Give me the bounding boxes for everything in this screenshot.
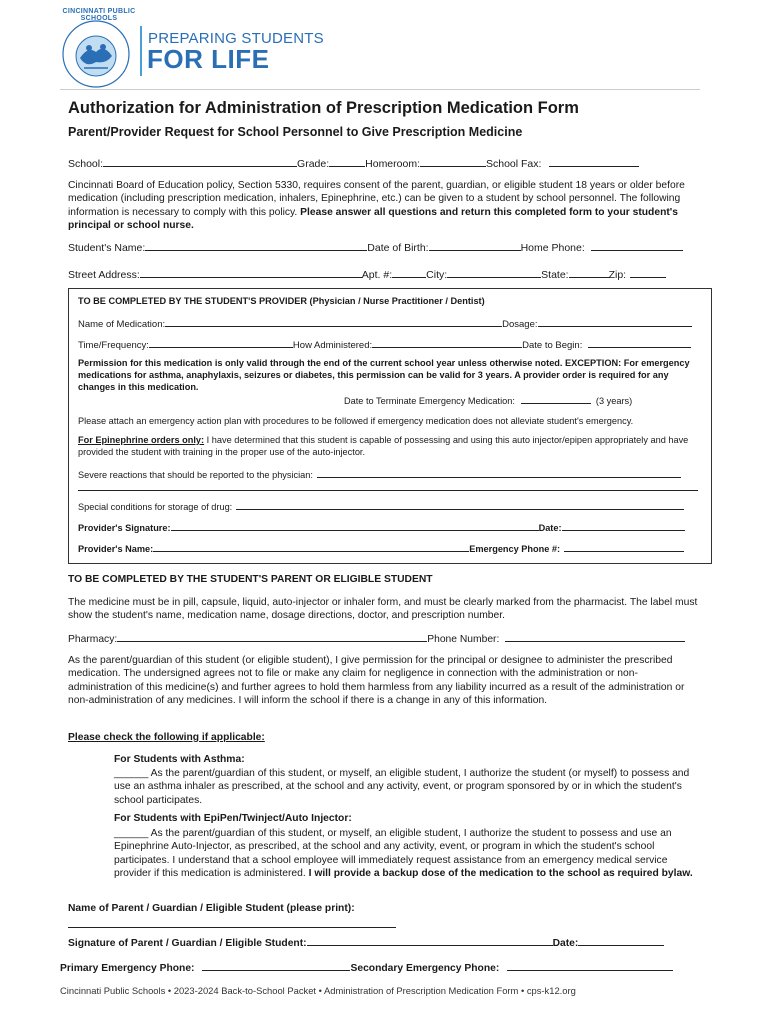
- parent-date-label: Date:: [552, 938, 579, 949]
- asthma-block: [114, 767, 700, 807]
- consent-text: As the parent/guardian of this student (or eligible student), I give permission for the principal or designee to administer the prescribed medication. The undersigned agrees not to file or make any claim for negligence in connection with the administration or non-administration of this medicine(s) and further agrees to hold them harmless from any liability incurred as a result of the administration or non-administration of any medicines. I will inform the school if there is a change in any of this information.: [68, 655, 685, 707]
- pharmacy-phone-field[interactable]: [505, 632, 685, 642]
- pharmacy-label: Pharmacy:: [68, 634, 118, 645]
- header-rule: [60, 89, 700, 90]
- med-name-label: Name of Medication:: [78, 319, 166, 330]
- provider-signature-field[interactable]: [171, 521, 539, 531]
- intro-text: Cincinnati Board of Education policy, Section 5330, requires consent of the parent, guardian, or eligible student 18 years or older before medication (including prescription medication, inhalers, Epinephrine, etc.) can be given to a student by school personnel. The following information is necessary to comply with this policy.: [68, 180, 685, 218]
- frequency-row: [78, 338, 691, 351]
- parent-signature-field[interactable]: [307, 936, 553, 946]
- secondary-phone-label: Secondary Emergency Phone:: [350, 963, 500, 974]
- homeroom-field[interactable]: [420, 157, 486, 167]
- dosage-label: Dosage:: [502, 319, 538, 330]
- epipen-bold: I will provide a backup dose of the medication to the school as required bylaw.: [305, 868, 693, 880]
- pharmacy-row: [68, 632, 685, 645]
- seal-text: CINCINNATI PUBLIC SCHOOLS: [62, 8, 136, 22]
- asthma-heading: For Students with Asthma:: [114, 754, 245, 765]
- epipen-heading: For Students with EpiPen/Twinject/Auto Injector:: [114, 813, 352, 824]
- storage-row: [78, 500, 684, 512]
- state-label: State:: [541, 269, 569, 281]
- home-phone-field[interactable]: [591, 241, 683, 251]
- storage-field[interactable]: [236, 500, 684, 510]
- asthma-text: As the parent/guardian of this student, or myself, an eligible student, I authorize the student (or myself) to possess and use an asthma inhaler as prescribed, at the school and any activity, event, or program sponsored by or in which the student's school participates.: [114, 768, 690, 806]
- terminate-label: Date to Terminate Emergency Medication:: [344, 396, 515, 406]
- epipen-checkbox[interactable]: ______: [114, 828, 149, 839]
- home-phone-label: Home Phone:: [520, 242, 585, 254]
- provider-date-field[interactable]: [562, 521, 685, 531]
- dosage-field[interactable]: [538, 317, 692, 327]
- terminate-suffix: (3 years): [595, 396, 633, 406]
- homeroom-label: Homeroom:: [365, 158, 420, 170]
- school-fax-field[interactable]: [549, 157, 639, 167]
- school-fax-label: School Fax:: [486, 158, 542, 170]
- severe-label: Severe reactions that should be reported to the physician:: [78, 470, 313, 480]
- city-label: City:: [426, 269, 448, 281]
- intro-bold: Please answer all questions and return this completed form to your student's principal or school nurse.: [68, 206, 678, 232]
- date-begin-label: Date to Begin:: [522, 340, 583, 351]
- pharmacy-phone-label: Phone Number:: [427, 634, 500, 645]
- medicine-text: The medicine must be in pill, capsule, liquid, auto-injector or inhaler form, and must be clearly marked from the pharmacist. The label must show the student's name, medication name, dosage directions, doctor, and prescription number.: [68, 597, 698, 622]
- epi-text: I have determined that this student is capable of possessing and using this auto injector/epipen appropriately and have provided the student with training in the proper use of the auto-injector.: [78, 435, 689, 457]
- apt-label: Apt. #:: [361, 269, 393, 281]
- pharmacy-field[interactable]: [117, 632, 427, 642]
- check-heading: Please check the following if applicable:: [68, 732, 265, 743]
- how-label: How Administered:: [292, 340, 373, 351]
- epipen-text: As the parent/guardian of this student, or myself, an eligible student, I authorize the student to possess and use an Epinephrine Auto-Injector, as prescribed, at the school and any activity, event, or program in which the student's school participates. I understand that a school employee will immediately request assistance from an emergency medical service provider if this medication is administered.: [114, 828, 672, 880]
- primary-phone-field[interactable]: [202, 961, 350, 971]
- primary-phone-label: Primary Emergency Phone:: [60, 963, 195, 974]
- provider-signature-label: Provider's Signature:: [78, 523, 171, 533]
- logo-divider: [140, 26, 142, 76]
- asthma-checkbox[interactable]: ______: [114, 768, 149, 779]
- epi-lead: For Epinephrine orders only:: [78, 435, 205, 445]
- provider-signature-row: [78, 521, 685, 533]
- student-row: [68, 241, 683, 254]
- med-name-field[interactable]: [165, 317, 502, 327]
- print-name-label: Name of Parent / Guardian / Eligible Student (please print):: [68, 903, 355, 914]
- tagline-bottom: FOR LIFE: [147, 44, 270, 74]
- phones-row: [60, 961, 673, 974]
- state-field[interactable]: [569, 268, 609, 278]
- epinephrine-block: [78, 435, 700, 459]
- school-field[interactable]: [103, 157, 297, 167]
- zip-field[interactable]: [630, 268, 666, 278]
- provider-name-field[interactable]: [153, 542, 469, 552]
- emergency-phone-label: Emergency Phone #:: [469, 544, 561, 554]
- severe-field-2[interactable]: [78, 490, 698, 491]
- epipen-block: [114, 827, 700, 881]
- provider-heading: TO BE COMPLETED BY THE STUDENT'S PROVIDER (Physician / Nurse Practitioner / Dentist): [78, 296, 485, 306]
- grade-label: Grade:: [297, 158, 330, 170]
- student-name-field[interactable]: [145, 241, 367, 251]
- school-row: [68, 157, 639, 170]
- dob-label: Date of Birth:: [367, 242, 429, 254]
- address-row: [68, 268, 666, 281]
- secondary-phone-field[interactable]: [507, 961, 673, 971]
- parent-date-field[interactable]: [578, 936, 664, 946]
- parent-heading: TO BE COMPLETED BY THE STUDENT'S PARENT OR ELIGIBLE STUDENT: [68, 574, 433, 585]
- street-field[interactable]: [140, 268, 362, 278]
- dob-field[interactable]: [429, 241, 521, 251]
- logo: [56, 18, 136, 90]
- how-field[interactable]: [372, 338, 522, 348]
- apt-field[interactable]: [392, 268, 426, 278]
- terminate-field[interactable]: [521, 394, 591, 404]
- school-seal-icon: [56, 18, 136, 90]
- street-label: Street Address:: [68, 269, 140, 281]
- time-label: Time/Frequency:: [78, 340, 149, 351]
- permission-text: Permission for this medication is only valid through the end of the current school year unless otherwise noted. EXCEPTION: For emergency medications for asthma, anaphylaxis, seizures or diabetes, this permission can be valid for 3 years. A provider order is required for any changes in this medication.: [78, 358, 690, 392]
- city-field[interactable]: [447, 268, 541, 278]
- zip-label: Zip:: [608, 269, 627, 281]
- school-label: School:: [68, 158, 104, 170]
- storage-label: Special conditions for storage of drug:: [78, 502, 233, 512]
- form-subtitle: Parent/Provider Request for School Personnel to Give Prescription Medicine: [68, 125, 523, 139]
- time-field[interactable]: [149, 338, 293, 348]
- tagline-top: PREPARING STUDENTS: [148, 30, 324, 47]
- emergency-phone-field[interactable]: [564, 542, 684, 552]
- grade-field[interactable]: [329, 157, 365, 167]
- student-name-label: Student's Name:: [68, 242, 146, 254]
- terminate-row: [344, 394, 632, 406]
- footer-text: Cincinnati Public Schools • 2023-2024 Back-to-School Packet • Administration of Prescription Medication Form • cps-k12.org: [60, 985, 576, 996]
- action-plan-text: Please attach an emergency action plan with procedures to be followed if emergency medication does not alleviate student's emergency.: [78, 416, 634, 426]
- print-name-field[interactable]: [68, 927, 396, 928]
- parent-signature-label: Signature of Parent / Guardian / Eligible Student:: [68, 938, 307, 949]
- intro-paragraph: [68, 179, 698, 233]
- parent-signature-row: [68, 936, 664, 949]
- provider-date-label: Date:: [538, 523, 562, 533]
- severe-field[interactable]: [317, 468, 681, 478]
- provider-name-label: Provider's Name:: [78, 544, 154, 554]
- provider-name-row: [78, 542, 684, 554]
- date-begin-field[interactable]: [588, 338, 691, 348]
- form-title: Authorization for Administration of Prescription Medication Form: [68, 99, 579, 117]
- medication-row: [78, 317, 692, 330]
- severe-row: [78, 468, 681, 480]
